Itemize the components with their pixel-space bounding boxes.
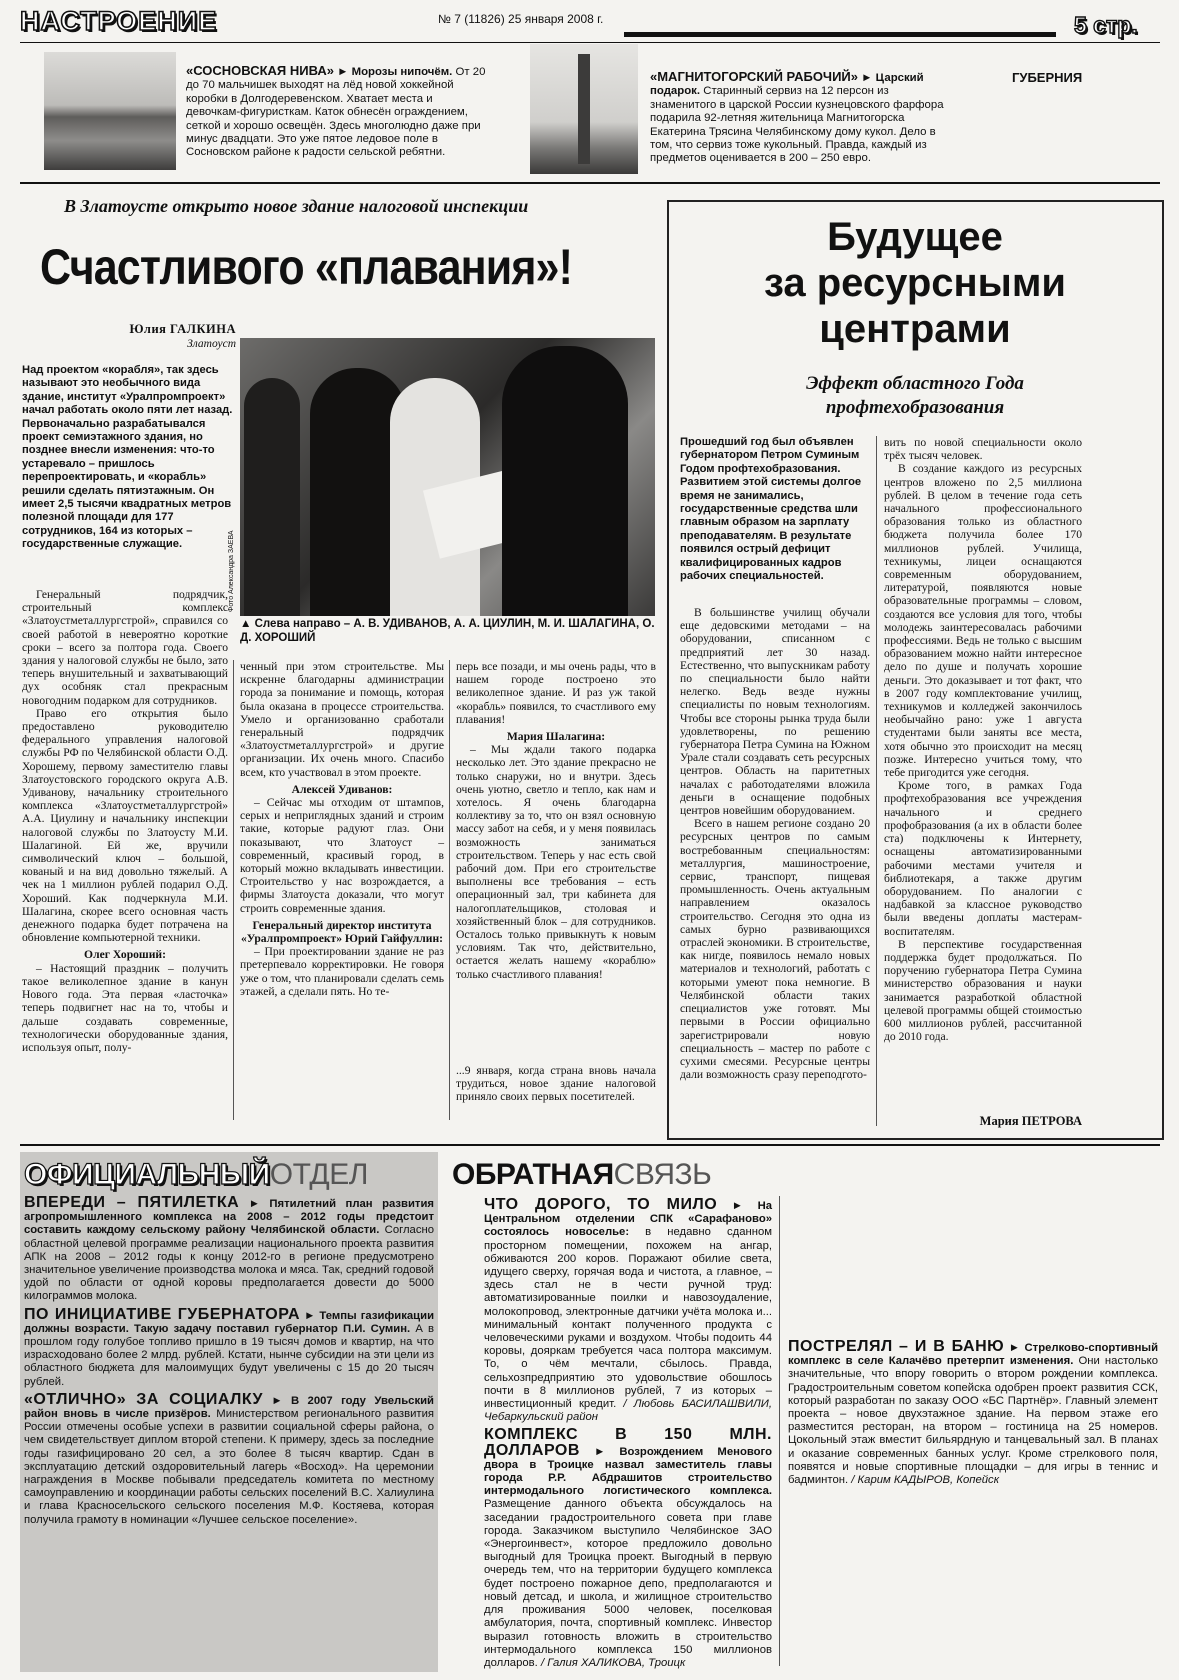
feedback-signature: / Галия ХАЛИКОВА, Троицк <box>540 1656 686 1669</box>
masthead-thin-rule <box>20 42 1160 43</box>
feedback-text: Размещение данного объекта обсуждалось на заседании градостроительного совета при главе города. Заказчиком выступило Челябинское ЗАО «Энергоинвест», которое предложило довольно выгодный для Троицка проект. Выгодный в первую очередь тем, что на территории будущего комплекса будет построено пожарное депо, предполагаются и новый детсад, и школа, и жилищное строительство для проживания 5000 человек, поселковая амбулатория, почта, спортивный комплекс. Инвестор выразил готовность вложить в строительство интермодального комплекса 150 миллионов долларов. <box>484 1498 772 1669</box>
feedback-signature: / Любовь БАСИЛАШВИЛИ, Чебаркульский район <box>484 1398 772 1424</box>
paragraph: – При проектировании здание не раз претерпевало корректировки. Не говоря уже о том, что планировали сделать семь этажей, а сделали пять. Но те- <box>240 945 444 998</box>
article-author-city: Златоуст <box>187 338 236 350</box>
arrow-icon: ► <box>304 1309 316 1322</box>
official-headline: ВПЕРЕДИ – ПЯТИЛЕТКА <box>24 1194 240 1211</box>
column-divider <box>779 1196 780 1666</box>
article-column-1 <box>22 588 228 1054</box>
feedback-headline: ЧТО ДОРОГО, ТО МИЛО <box>484 1196 718 1213</box>
paragraph: В большинстве училищ обучали еще дедовскими методами – на оборудовании, списанном с предприятий лет 30 назад. Естественно, что выпускникам работу по специальности было найти нелегко. Ведь везде нужны специалисты по новым технологиям. Чтобы все стороны рынка труда были удовлетворены, по решению губернатора Петра Сумина на Южном Урале стали создавать сеть ресурсных центров. Область на паритетных началах с работодателями вложила деньги в оснащение подобных центров новейшим оборудованием. <box>680 606 870 818</box>
official-items <box>24 1196 434 1527</box>
press-rule <box>20 182 1160 184</box>
person-silhouette <box>244 378 300 616</box>
rubric-light: ОТДЕЛ <box>269 1158 368 1191</box>
paragraph: В создание каждого из ресурсных центров вложено по 2,5 миллиона рублей. В целом в течение года сеть начального профессионального образования только из областного бюджета получила более 170 миллионов рублей. Училища, техникумы, лицеи оснащаются современным оборудованием, литературой, появляются новые образовательные программы – словом, создаются все условия для того, чтобы молодежь заинтересовалась рабочими профессиями. Ведь не только с высшим образованием можно найти интересное дело по душе и получать хорошие деньги. Это доказывает и тот факт, что в 2007 году комплектование училищ, техникумов и колледжей закончилось необычайно рано: уже 1 августа студентами были заняты все места, хотя обычно это происходит на месяц позже. Интересно учиться тому, что тебе пригодится уже сегодня. <box>884 462 1082 780</box>
feedback-column-1 <box>484 1198 772 1670</box>
side-article-title <box>670 214 1160 352</box>
person-silhouette <box>502 346 628 616</box>
feedback-lead: Стрелково-спортивный комплекс в селе Калачёво претерпит изменения. <box>788 1342 1159 1368</box>
region-label: ГУБЕРНИЯ <box>1012 70 1083 85</box>
title-line: за ресурсными <box>763 261 1066 305</box>
feedback-column-2 <box>788 1340 1158 1487</box>
caption-triangle-icon: ▲ <box>240 618 252 630</box>
arrow-icon: ► <box>594 1445 606 1458</box>
feedback-lead: Возрождением Менового двора в Троицке назвал заместитель главы города Р.Р. Абдрашитов строительство интермодального логистического комплекса. <box>484 1445 772 1498</box>
official-item <box>24 1196 434 1304</box>
press-arrow-icon: ► <box>861 72 873 84</box>
feedback-item <box>484 1428 772 1670</box>
side-article-lead: Прошедший год был объявлен губернатором Петром Суминым Годом профтехобразования. Развитием этой системы долгое время не занимались, государственные средства шли главным образом на зарплату преподавателям. В результате появился острый дефицит квалифицированных кадров рабочих специальностей. <box>680 436 862 583</box>
masthead-rule <box>624 32 1056 37</box>
feedback-text: в недавно сданном просторном помещении, похожем на ангар, обживаются 200 коров. Поражают обилие света, идущего сверху, горячая вода и чистота, а главное, – здесь стал не в чести ручной труд: автоматизированные поилки и навозоудаление, молокопровод, электронные датчики учёта молока и... минимальный контакт полученного продукта с человеческими руками и воздухом. Чтобы подоить 44 коровы, дояркам требуется часа полтора максимум. То, о чём мечтали, сбылось. Правда, сельхозпредприятию это удовольствие обошлось почти в 8 миллионов рублей, 7 из которых – инвестиционный кредит. <box>484 1226 772 1411</box>
arrow-icon: ► <box>271 1394 283 1407</box>
press-text-1: От 20 до 70 мальчишек выходят на лёд новой хоккейной коробки в Долгодеревенском. Хватает места и девочкам-фигуристкам. Каток обнесён ограждением, сеткой и хорошо освещён. Здесь многолюдно даже при минус двадцати. Это уже пятое ледовое поле в Сосновском районе к радости сельской ребятни. <box>186 66 486 159</box>
press-paper-2: «МАГНИТОГОРСКИЙ РАБОЧИЙ» <box>650 69 858 84</box>
section-rule <box>20 1144 1160 1146</box>
column-divider <box>233 660 234 1120</box>
paragraph: Право его открытия было предоставлено руководителю федерального управления налоговой службы РФ по Челябинской области О.Д. Хорошему, первому заместителю главы Златоустовского городского округа А.В. Удиванову, начальнику строительного комплекса «Златоустметаллургстрой» А.А. Циулину и начальнику инспекции налоговой службы по Златоусту М.И. Шалагиной. Ей же, вручили символический ключ – большой, кованый и на вид довольно тяжелый. А чек на 1 миллион рублей подарил О.Д. Хороший. Как подчеркнула М.И. Шалагина, скорее всего основная часть денежного подарка будет потрачена на обновление компьютерной техники. <box>22 706 228 945</box>
caption-text: Слева направо – А. В. УДИВАНОВ, А. А. ЦИУЛИН, М. И. ШАЛАГИНА, О. Д. ХОРОШИЙ <box>240 618 655 644</box>
article-lead: Над проектом «корабля», так здесь называют это необычного вида здание, институт «Уралпромпроект» начал работать около пяти лет назад. Первоначально разрабатывался проект семиэтажного здания, но позднее внесли изменения: что-то устаревало – пришлось перепроектировать, и «корабль» решили сделать пятиэтажным. Он имеет 2,5 тысячи квадратных метров полезной площади для 177 сотрудников, 164 из которых – государственные служащие. <box>22 364 233 551</box>
official-text: Министерством регионального развития России отмечены особые успехи в развитии социальной сферы района, о чем свидетельствует диплом второй степени. К примеру, здесь за последние годы газифицировано 20 сел, а это более 8 тысяч квартир. Сдан в эксплуатацию детский оздоровительный лагерь «Восход». На церемонии награждения в Москве побывали председатель комитета по местному самоуправлению и координации работы сельских поселений В.С. Халиулина и глава Красносельского сельского поселения М.Ф. Костяева, которая получила грамоту в номинации «Лучшее сельское поселение». <box>24 1408 434 1526</box>
press-text-2: Старинный сервиз на 12 персон из знаменитого в царской России кузнецовского фарфора подарила 92-летняя жительница Магнитогорска Екатерина Трясина Челябинскому дому кукол. Дело в том, что сервиз тоже кукольный. Правда, каждый из предметов оценивается в 200 – 250 евро. <box>650 85 944 165</box>
title-line: Будущее <box>827 215 1003 259</box>
paragraph: перь все позади, и мы очень рады, что в нашем городе построено это великолепное здание. И раз уж такой «корабль» появился, то счастливого ему плавания! <box>456 660 656 726</box>
official-item <box>24 1390 434 1527</box>
rubric-light: СВЯЗЬ <box>613 1158 712 1191</box>
official-lead: В 2007 году Увельский район вновь в числе призёров. <box>24 1394 434 1421</box>
article-kicker: В Златоусте открыто новое здание налоговой инспекции <box>64 196 529 216</box>
photo-caption <box>240 618 655 645</box>
speaker-name: Алексей Удиванов: <box>291 782 393 796</box>
rubric-bold: ОФИЦИАЛЬНЫЙ <box>24 1158 270 1191</box>
arrow-icon: ► <box>1008 1342 1020 1354</box>
ice-rink-photo <box>44 52 176 170</box>
subtitle-line: Эффект областного Года <box>806 373 1024 394</box>
press-paper-1: «СОСНОВСКАЯ НИВА» <box>186 63 334 78</box>
official-text: А в прошлом году голубое топливо пришло в 19 тысяч домов и квартир, на что израсходовано более 2 млрд. рублей. Кстати, нынче субсидии на эти цели из областного бюджета для малоимущих будут увеличены с 15 до 20 тысяч рублей. <box>24 1322 434 1388</box>
feedback-rubric <box>452 1158 711 1192</box>
article-title: Счастливого «плавания»! <box>40 239 573 295</box>
photo-credit: Фото Александра ЗАЕВА <box>228 530 235 612</box>
official-item <box>24 1305 435 1389</box>
paragraph: Всего в нашем регионе создано 20 ресурсных центров по самым востребованным специальностям: металлургия, машиностроение, сервис, транспорт, пищевая промышленность. Очень актуальным направлением оказалось строительство. Сегодня это одна из самых бурно развивающихся отраслей экономики. В строительстве, как нигде, появилось немало новых материалов и технологий, работать с которыми умеют пока немногие. В Челябинской области таких специалистов уже готовят. Мы первыми в России официально зарегистрировали новую специальность – мастер по работе с сухими смесями. Ресурсные центры дали возможность сразу переподгото- <box>680 817 870 1082</box>
ceremony-photo <box>240 338 655 616</box>
issue-info: № 7 (11826) 25 января 2008 г. <box>438 12 604 26</box>
official-rubric <box>24 1158 368 1192</box>
monument-shape <box>578 54 590 164</box>
official-lead: Темпы газификации должны возрасти. Такую задачу поставил губернатор П.И. Сумин. <box>24 1309 435 1335</box>
article-column-2 <box>240 660 444 998</box>
feedback-text: Они настолько значительные, что впору говорить о втором рождении комплекса. Градостроительным советом копейска одобрен проект развития ССК, который разработан по заказу ООО «БС Партнёр». Главный элемент проекта – новое двухэтажное здание. На первом этаже его разместится ресторан, на втором – гостиница на 25 номеров. Цокольный этаж вместит бильярдную и танцевальный зал. В планах и оказание современных банных услуг. Кроме стрелкового поля, появятся и новые спортивные площадки – для игры в теннис и бадминтон. <box>788 1355 1158 1487</box>
speaker-name: Генеральный директор института «Уралпромпроект» Юрий Гайфуллин: <box>240 918 443 946</box>
side-article-subtitle <box>670 372 1160 420</box>
side-column-2 <box>884 436 1082 1043</box>
subtitle-line: профтехобразования <box>825 397 1005 418</box>
press-item-2 <box>650 70 956 166</box>
official-headline: «ОТЛИЧНО» ЗА СОЦИАЛКУ <box>24 1390 263 1408</box>
arrow-icon: ► <box>248 1198 260 1210</box>
paragraph: ченный при этом строительстве. Мы искренне благодарны администрации города за понимание и помощь, которая была оказана в процессе строительства. Умело и организованно сработали генеральный подрядчик «Златоустметаллургстрой» и другие организации. Их очень много. Спасибо всем, кто участвовал в этом проекте. <box>240 660 444 779</box>
article-author: Юлия ГАЛКИНА <box>129 322 236 336</box>
article-ending: ...9 января, когда страна вновь начала трудиться, новое здание налоговой приняло своих первых посетителей. <box>456 1064 656 1104</box>
paragraph: В перспективе государственная поддержка будет продолжаться. По поручению губернатора Петра Сумина министерство образования и науки занимается разработкой областной целевой программы общей стоимостью 600 миллионов рублей, рассчитанной до 2010 года. <box>884 937 1082 1044</box>
feedback-signature: / Карим КАДЫРОВ, Копейск <box>851 1474 1000 1487</box>
speaker-name: Олег Хороший: <box>84 948 166 962</box>
feedback-headline: КОМПЛЕКС В 150 МЛН. ДОЛЛАРОВ <box>484 1426 772 1459</box>
speaker-name: Мария Шалагина: <box>506 730 606 744</box>
side-article-author: Мария ПЕТРОВА <box>979 1114 1082 1128</box>
side-column-1 <box>680 606 870 1081</box>
rubric-bold: ОБРАТНАЯ <box>452 1158 614 1191</box>
feedback-headline: ПОСТРЕЛЯЛ – И В БАНЮ <box>788 1338 1005 1355</box>
feedback-item <box>788 1340 1158 1487</box>
article-column-3 <box>456 660 656 981</box>
feedback-item <box>484 1198 772 1424</box>
section-title: НАСТРОЕНИЕ <box>20 6 218 36</box>
paragraph: вить по новой специальности около трёх тысяч человек. <box>884 436 1082 463</box>
press-item-1 <box>186 64 486 160</box>
official-text: Согласно областной целевой программе реализации национального проекта развития АПК на 2008 – 2012 годы к концу 2012-го в регионе предусмотрено значительное увеличение производства молока и мяса. Так, средний годовой удой по области от одной коровы предполагается довести до 5000 килограммов молока. <box>24 1224 435 1303</box>
title-line: центрами <box>819 307 1011 351</box>
official-lead: Пятилетний план развития агропромышленного комплекса на 2008 – 2012 годы предстоит составить каждому сельскому району Челябинской области. <box>24 1198 435 1237</box>
monument-photo <box>530 44 638 174</box>
paragraph: – Сейчас мы отходим от штампов, серых и неприглядных зданий и строим такие, которые радуют глаз. Они показывают, что Златоуст – современный, красивый город, в который можно вкладывать инвестиции. Строительство у нас возрождается, а фирмы Златоуста доказали, что могут строить современные здания. <box>240 796 444 915</box>
press-headline-1: Морозы нипочём. <box>351 66 453 78</box>
paragraph: Генеральный подрядчик, строительный комплекс «Златоустметаллургстрой», справился со своей работой в невероятно короткие сроки – всего за полтора года. Своего здания у налоговой службы не было, зато теперь внушительный и захватывающий дух особняк стал прекрасным новогодним подарком для сотрудников. <box>22 588 228 707</box>
press-headline-2: Царский подарок. <box>650 72 924 98</box>
column-divider <box>449 660 450 1120</box>
feedback-lead: На Центральном отделении СПК «Сарафаново» состоялось новоселье: <box>484 1200 773 1239</box>
official-headline: ПО ИНИЦИАТИВЕ ГУБЕРНАТОРА <box>24 1305 301 1323</box>
column-divider <box>876 436 877 1126</box>
paragraph: – Мы ждали такого подарка несколько лет. Это здание прекрасно не только снаружи, но и внутри. Здесь очень уютно, светло и тепло, как нам и хотелось. Я очень благодарна коллективу за то, что он взял основную массу забот на себя, и у меня появилась возможность заниматься строительством. Теперь у нас есть свой рабочий дом. При его строительстве выполнены все требования – есть операционный зал, три кабинета для налогоплательщиков, столовая и хозяйственный блок – для сотрудников. Осталось только привыкнуть к новым условиям. Так что, действительно, остается желать нашему «кораблю» только счастливого плавания! <box>456 743 656 981</box>
arrow-icon: ► <box>731 1200 743 1212</box>
paragraph: – Настоящий праздник – получить такое великолепное здание в канун Нового года. Эта первая «ласточка» теперь подвигнет нас на то, чтобы и дальше создавать современные, технологически оборудованные здания, используя опыт, полу- <box>22 961 228 1054</box>
paragraph: Кроме того, в рамках Года профтехобразования все учреждения начального и среднего профобразования (а их в области более ста) подключены к Интернету, оснащены автоматизированными рабочими местами учителя и библиотекаря, а также другим оборудованием. По аналогии с надбавкой за классное руководство были введены доплаты мастерам-воспитателям. <box>884 779 1082 938</box>
page-number: 5 стр. <box>1074 12 1138 38</box>
press-arrow-icon: ► <box>337 66 349 78</box>
